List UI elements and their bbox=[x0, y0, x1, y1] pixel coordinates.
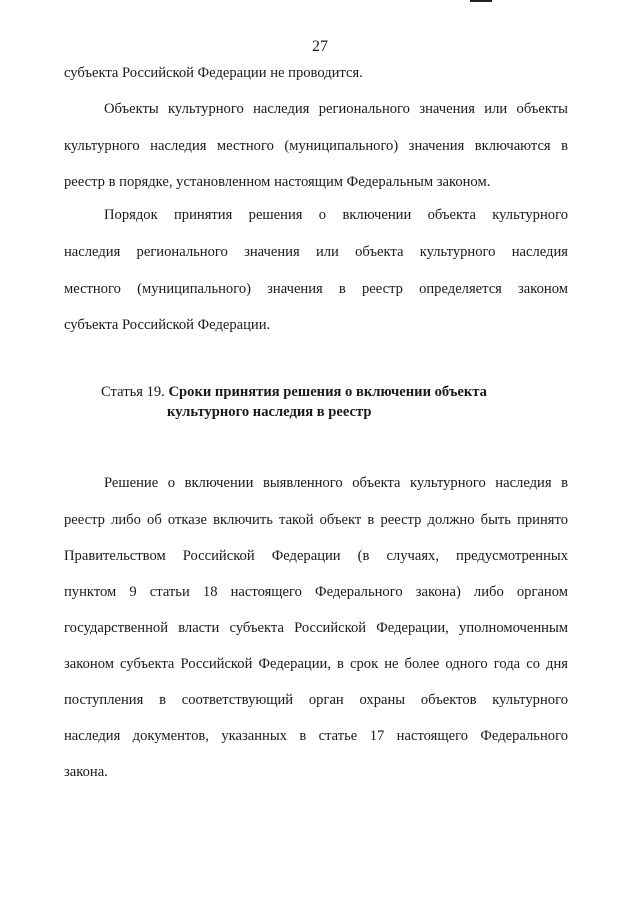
paragraph-line: Объекты культурного наследия регионального значения или объекты bbox=[104, 101, 568, 117]
article-heading bbox=[101, 383, 487, 401]
paragraph-line: реестр в порядке, установленном настоящим Федеральным законом. bbox=[64, 174, 491, 190]
paragraph-line: наследия регионального значения или объекта культурного наследия bbox=[64, 244, 568, 260]
paragraph-line: субъекта Российской Федерации. bbox=[64, 317, 271, 333]
paragraph-line: культурного наследия местного (муниципального) значения включаются в bbox=[64, 138, 568, 154]
paragraph-line: Порядок принятия решения о включении объекта культурного bbox=[104, 207, 568, 223]
paragraph-line: закона. bbox=[64, 764, 108, 780]
paragraph-line: поступления в соответствующий орган охраны объектов культурного bbox=[64, 692, 568, 708]
paragraph-line: Правительством Российской Федерации (в случаях, предусмотренных bbox=[64, 548, 568, 564]
paragraph-line: местного (муниципального) значения в реестр определяется законом bbox=[64, 281, 568, 297]
paragraph-line: реестр либо об отказе включить такой объект в реестр должно быть принято bbox=[64, 512, 568, 528]
paragraph-line: пунктом 9 статьи 18 настоящего Федерального закона) либо органом bbox=[64, 584, 568, 600]
article-title: Сроки принятия решения о включении объекта bbox=[168, 384, 487, 400]
paragraph-line: законом субъекта Российской Федерации, в срок не более одного года со дня bbox=[64, 656, 568, 672]
paragraph-line: субъекта Российской Федерации не проводится. bbox=[64, 65, 363, 81]
article-label: Статья 19. bbox=[101, 384, 165, 400]
paragraph-line: государственной власти субъекта Российской Федерации, уполномоченным bbox=[64, 620, 568, 636]
page-number: 27 bbox=[312, 38, 328, 55]
paragraph-line: наследия документов, указанных в статье 17 настоящего Федерального bbox=[64, 728, 568, 744]
paragraph-line: Решение о включении выявленного объекта культурного наследия в bbox=[104, 475, 568, 491]
scan-mark bbox=[470, 0, 492, 2]
article-title-continuation: культурного наследия в реестр bbox=[167, 404, 372, 420]
